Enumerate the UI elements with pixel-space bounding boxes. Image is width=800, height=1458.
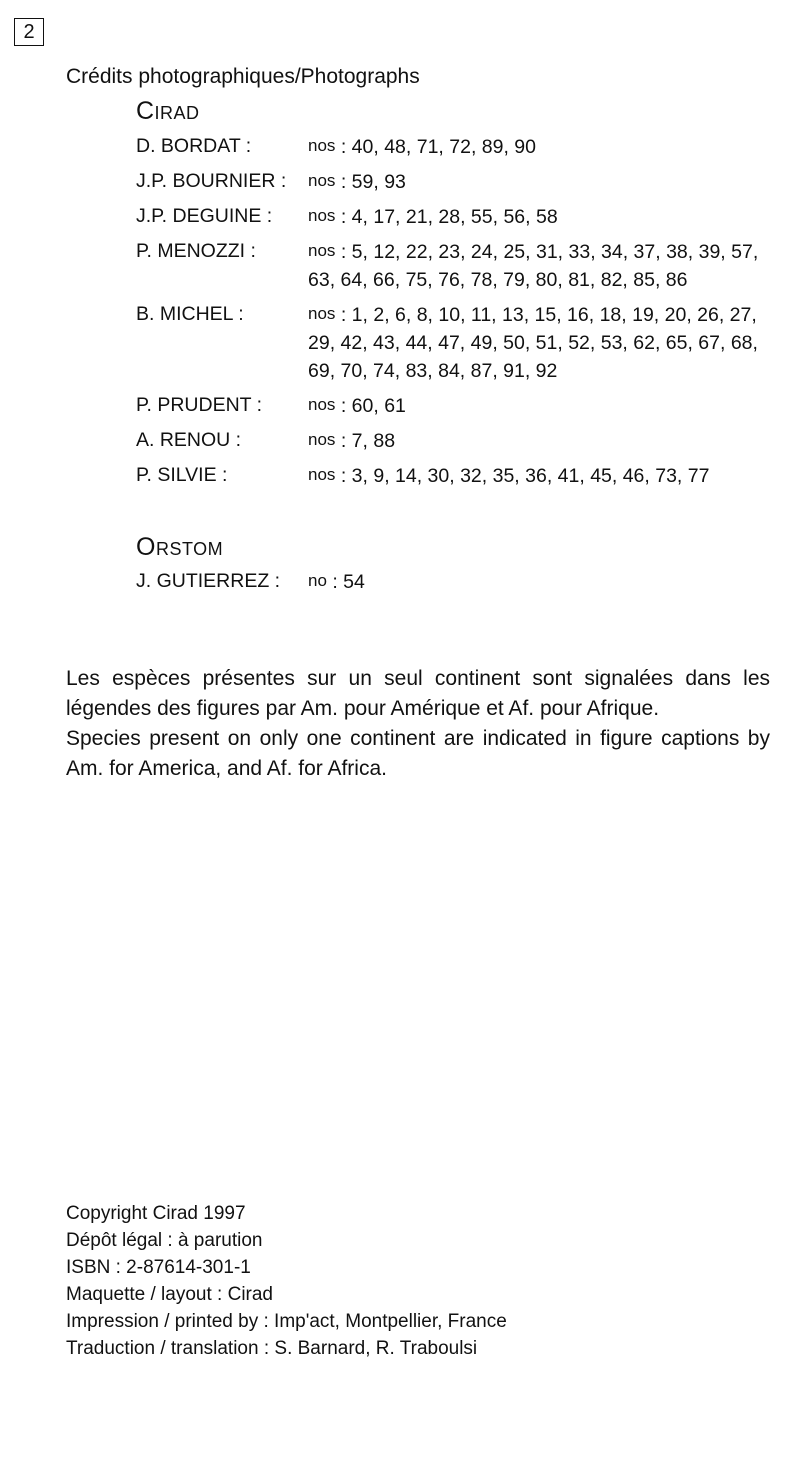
- photographer-name: P. PRUDENT :: [136, 394, 263, 416]
- photo-numbers: [308, 167, 776, 196]
- photographer-name: B. MICHEL :: [136, 303, 244, 325]
- copyright-line: Copyright Cirad 1997: [66, 1203, 246, 1224]
- numbers-prefix: nos: [308, 465, 336, 484]
- numbers-list: : 60, 61: [335, 395, 406, 417]
- photo-numbers: [308, 461, 776, 490]
- photographer-name: D. BORDAT :: [136, 135, 252, 157]
- photographer-name: J.P. DEGUINE :: [136, 205, 273, 227]
- photographer-name: J.P. BOURNIER :: [136, 170, 287, 192]
- numbers-prefix: nos: [308, 304, 336, 323]
- credit-row: [136, 202, 776, 231]
- photo-numbers: [308, 391, 776, 420]
- credit-row: [136, 426, 776, 455]
- numbers-prefix: nos: [308, 171, 336, 190]
- photographer-name: P. MENOZZI :: [136, 240, 256, 262]
- numbers-list: : 7, 88: [335, 430, 396, 452]
- photo-numbers: [308, 202, 776, 231]
- photographer-name: P. SILVIE :: [136, 464, 228, 486]
- org-heading-cirad: Cirad: [136, 97, 200, 125]
- numbers-prefix: nos: [308, 206, 336, 225]
- photo-numbers: [308, 426, 776, 455]
- numbers-list: : 1, 2, 6, 8, 10, 11, 13, 15, 16, 18, 19, 20, 26, 27, 29, 42, 43, 44, 47, 49, 50, 51, 52, 53, 62, 65, 67, 68, 69, 70, 74, 83, 84, 87, 91, 92: [308, 304, 758, 382]
- photo-numbers: [308, 300, 776, 385]
- orstom-credit-list: [136, 567, 776, 602]
- numbers-list: : 59, 93: [335, 171, 406, 193]
- translation-line: Traduction / translation : S. Barnard, R. Traboulsi: [66, 1338, 478, 1359]
- photographer-name: J. GUTIERREZ :: [136, 570, 281, 592]
- printer-line: Impression / printed by : Imp'act, Montpellier, France: [66, 1311, 507, 1332]
- numbers-list: : 54: [326, 571, 365, 593]
- note-french: Les espèces présentes sur un seul continent sont signalées dans les légendes des figures par Am. pour Amérique et Af. pour Afrique.: [66, 667, 770, 720]
- credit-row: [136, 237, 776, 294]
- numbers-list: : 40, 48, 71, 72, 89, 90: [335, 136, 536, 158]
- org-heading-orstom: Orstom: [136, 533, 224, 561]
- credit-row: [136, 391, 776, 420]
- layout-line: Maquette / layout : Cirad: [66, 1284, 273, 1305]
- credits-heading: Crédits photographiques/Photographs: [66, 65, 420, 88]
- photo-numbers: [308, 132, 776, 161]
- numbers-prefix: nos: [308, 241, 336, 260]
- photo-numbers: [308, 567, 776, 596]
- numbers-list: : 5, 12, 22, 23, 24, 25, 31, 33, 34, 37, 38, 39, 57, 63, 64, 66, 75, 76, 78, 79, 80, 81, 82, 85, 86: [308, 241, 759, 291]
- numbers-prefix: no: [308, 571, 327, 590]
- cirad-credit-list: [136, 132, 776, 496]
- isbn-line: ISBN : 2-87614-301-1: [66, 1257, 251, 1278]
- credit-row: [136, 132, 776, 161]
- numbers-prefix: nos: [308, 395, 336, 414]
- legal-deposit-line: Dépôt légal : à parution: [66, 1230, 263, 1251]
- credit-row: [136, 567, 776, 596]
- page-number: 2: [14, 18, 44, 46]
- numbers-list: : 4, 17, 21, 28, 55, 56, 58: [335, 206, 558, 228]
- photographer-name: A. RENOU :: [136, 429, 242, 451]
- numbers-prefix: nos: [308, 430, 336, 449]
- numbers-list: : 3, 9, 14, 30, 32, 35, 36, 41, 45, 46, 73, 77: [335, 465, 710, 487]
- imprint-block: [66, 1200, 507, 1362]
- photo-numbers: [308, 237, 776, 294]
- credit-row: [136, 300, 776, 385]
- credit-row: [136, 461, 776, 490]
- species-notes: [66, 664, 770, 784]
- note-english: Species present on only one continent are indicated in figure captions by Am. for America, and Af. for Africa.: [66, 727, 770, 780]
- credit-row: [136, 167, 776, 196]
- numbers-prefix: nos: [308, 136, 336, 155]
